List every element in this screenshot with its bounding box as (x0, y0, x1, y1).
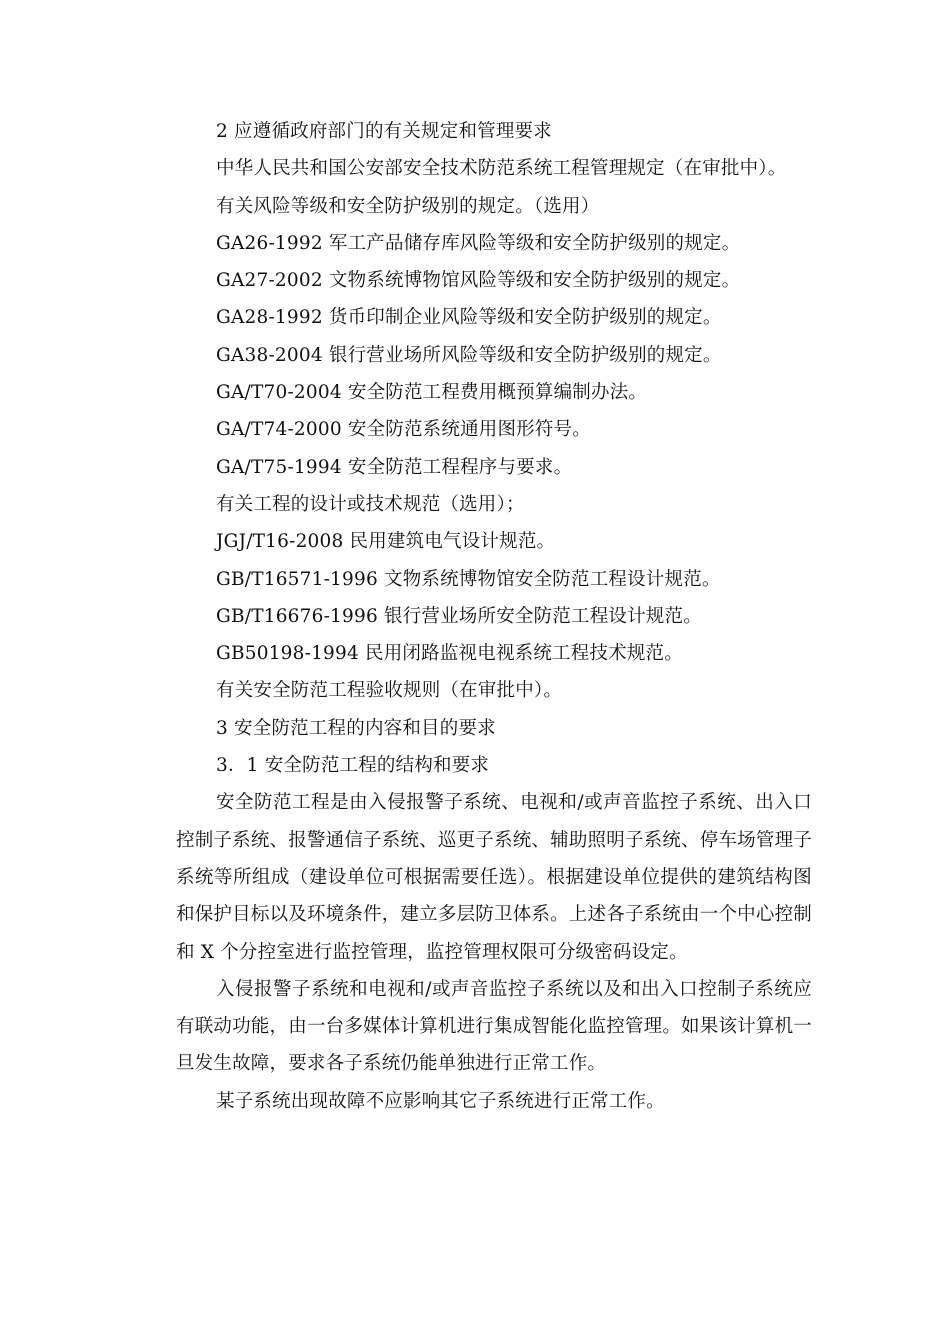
standard-item: GA/T70-2004 安全防范工程费用概预算编制办法。 (216, 382, 648, 404)
subheading: 有关风险等级和安全防护级别的规定。（选用） (216, 195, 600, 217)
standard-item: GA28-1992 货币印制企业风险等级和安全防护级别的规定。 (216, 307, 722, 329)
standard-item: GB/T16676-1996 银行营业场所安全防范工程设计规范。 (216, 605, 702, 627)
section-heading: 3 安全防范工程的内容和目的要求 (216, 717, 496, 739)
document-body (176, 113, 812, 1120)
subheading: 有关工程的设计或技术规范（选用）； (216, 493, 525, 515)
standard-item: GB/T16571-1996 文物系统博物馆安全防范工程设计规范。 (216, 568, 721, 590)
regulation-item: 有关安全防范工程验收规则（在审批中）。 (216, 680, 563, 702)
standard-item: GA38-2004 银行营业场所风险等级和安全防护级别的规定。 (216, 344, 722, 366)
standard-item: GB50198-1994 民用闭路监视电视系统工程技术规范。 (216, 643, 683, 665)
body-paragraph: 安全防范工程是由入侵报警子系统、电视和/或声音监控子系统、出入口控制子系统、报警通信子系统、巡更子系统、辅助照明子系统、停车场管理子系统等所组成（建设单位可根据需要任选）。根据建设单位提供的建筑结构图和保护目标以及环境条件，建立多层防卫体系。上述各子系统由一个中心控制和 X 个分控室进行监控管理，监控管理权限可分级密码设定。 (176, 792, 812, 963)
section-heading: 2 应遵循政府部门的有关规定和管理要求 (216, 121, 552, 142)
body-paragraph: 某子系统出现故障不应影响其它子系统进行正常工作。 (216, 1090, 665, 1112)
subsection-heading: 3．1 安全防范工程的结构和要求 (216, 755, 490, 777)
standard-item: GA27-2002 文物系统博物馆风险等级和安全防护级别的规定。 (216, 270, 741, 292)
standard-item: GA/T74-2000 安全防范系统通用图形符号。 (216, 419, 591, 441)
standard-item: GA26-1992 军工产品储存库风险等级和安全防护级别的规定。 (216, 232, 741, 254)
body-paragraph: 入侵报警子系统和电视和/或声音监控子系统以及和出入口控制子系统应有联动功能，由一台多媒体计算机进行集成智能化监控管理。如果该计算机一旦发生故障，要求各子系统仍能单独进行正常工作。 (176, 978, 812, 1075)
regulation-item: 中华人民共和国公安部安全技术防范系统工程管理规定（在审批中）。 (216, 158, 787, 180)
standard-item: JGJ/T16-2008 民用建筑电气设计规范。 (216, 531, 556, 553)
standard-item: GA/T75-1994 安全防范工程程序与要求。 (216, 456, 573, 478)
